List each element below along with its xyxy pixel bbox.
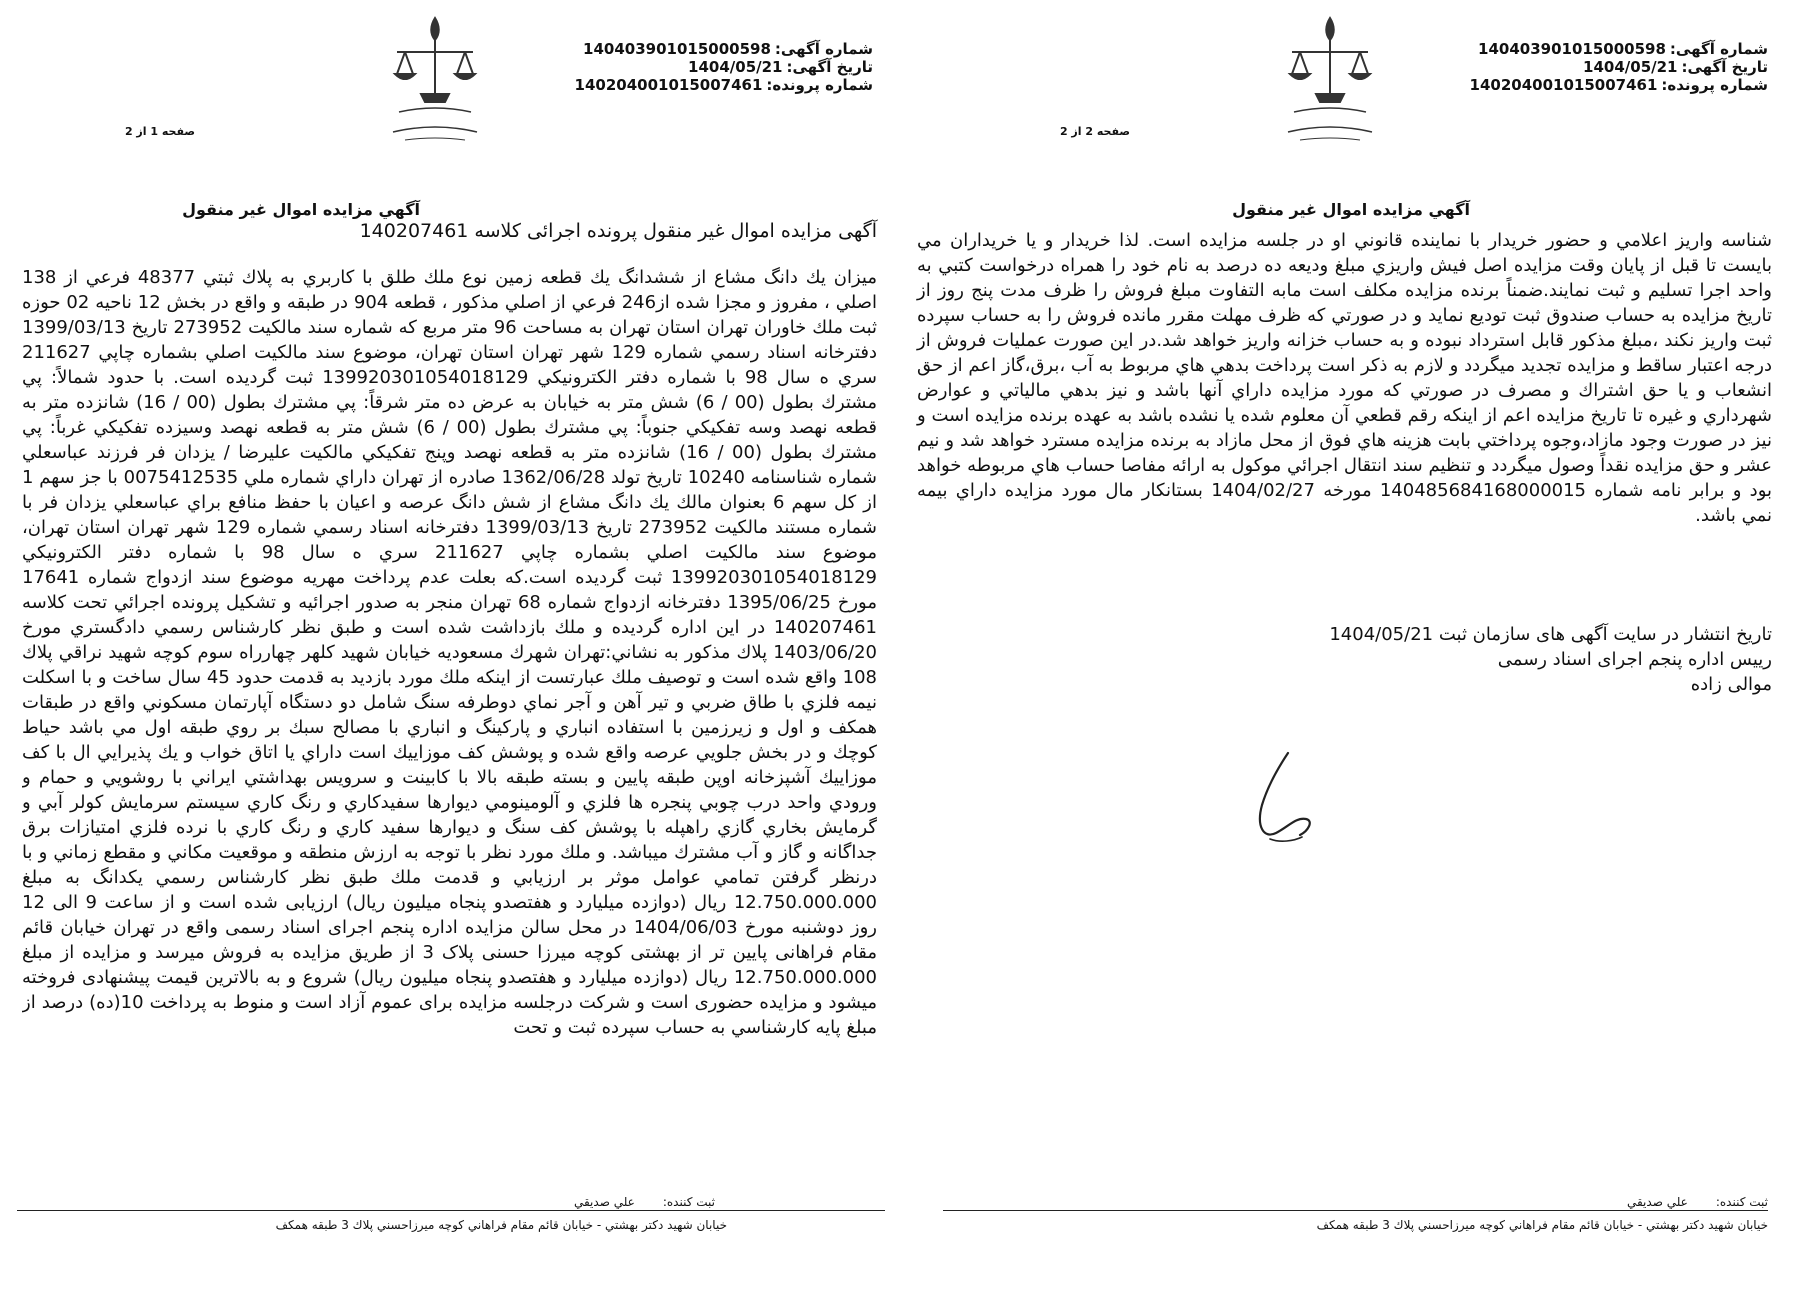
notice-body: شناسه واريز اعلامي و حضور خريدار با نماينده قانوني او در جلسه مزايده است. لذا خريدار و يا خريداران مي بايست تا قبل از پايان وقت مزايده اصل فيش واريزي مبلغ وديعه ده درصد به نام خود را همراه درخواست كتبي به واحد اجرا تسليم و ثبت نمايند.ضمناً برنده مزايده مكلف است مابه التفاوت مبلغ فروش را ظرف مدت پنج روز از تاريخ مزايده به حساب صندوق ثبت توديع نمايد و در صورتي كه ظرف مهلت مقرر مانده فروش را به حساب سپرده ثبت واريز نكند ،مبلغ مذكور قابل استرداد نبوده و به حساب خزانه واريز خواهد شد.در اين صورت عمليات فروش از درجه اعتبار ساقط و مزايده تجديد ميگردد و لازم به ذكر است پرداخت بدهي هاي مربوط به آب ،برق،گاز اعم از حق انشعاب و يا حق اشتراك و مصرف در صورتي كه مورد مزايده داراي آنها باشد و نيز بدهي مالياتي و عوارض شهرداري و غيره تا تاريخ مزايده اعم از اينكه رقم قطعي آن معلوم شده يا نشده باشد به عهده برنده مزايده است و نيز در صورت وجود مازاد،وجوه پرداختي بابت هزينه هاي فوق از محل مازاد به برنده مزايده مسترد خواهد شد و نيم عشر و حق مزايده نقداً وصول ميگردد و تنظيم سند انتقال اجرائي موكول به ارائه مفاصا حساب هاي مربوطه خواهد بود و برابر نامه شماره 140485684168000015 مورخه 1404/02/27 بستانكار مال مورد مزايده داراي بيمه نمي باشد. xyxy=(917,230,1773,526)
page-number: صفحه 1 از 2 xyxy=(124,125,195,138)
notice-title: آگهي مزايده اموال غير منقول xyxy=(1232,200,1470,219)
case-number: 140204001015007461 xyxy=(1469,76,1658,94)
registrar-name: علي صديقي xyxy=(573,1195,635,1209)
registrar-label: ثبت كننده: xyxy=(1715,1195,1768,1209)
notice-number-label: شماره آگهی: xyxy=(1669,40,1768,58)
page-2 xyxy=(905,0,1780,1301)
notice-meta xyxy=(575,40,873,94)
footer-divider xyxy=(943,1210,1768,1211)
case-number: 140204001015007461 xyxy=(574,76,763,94)
page-1 xyxy=(10,0,885,1301)
judiciary-emblem-icon xyxy=(1270,12,1390,152)
notice-body: ميزان يك دانگ مشاع از ششدانگ يك قطعه زمين نوع ملك طلق با كاربري به پلاك ثبتي 48377 فرعي از 138 اصلي ، مفروز و مجزا شده از246 فرعي از اصلي مذكور ، قطعه 904 در طبقه و واقع در بخش 12 ناحيه 02 حوزه ثبت ملك خاوران تهران استان تهران به مساحت 96 متر مربع كه شماره سند مالكيت 273952 تاريخ 1399/03/13 دفترخانه اسناد رسمي شماره 129 شهر تهران استان تهران، موضوع سند مالكيت اصلي بشماره چاپي 211627 سري ه سال 98 با شماره دفتر الكترونيكي 139920301054018129 ثبت گرديده است. با حدود شمالاً: پي مشترك بطول (00 / 6) شش متر به خيابان به عرض ده متر شرقاً: پي مشترك بطول (00 / 16) شانزده متر به قطعه نهصد وسه تفكيكي جنوباً: پي مشترك بطول (00 / 6) شش متر به قطعه نهصد وسيزده تفكيكي غرباً: پي مشترك بطول (00 / 16) شانزده متر به قطعه نهصد وپنج تفكيكي مالكيت عليرضا / يزدان فر فرزند عباسعلي شماره شناسنامه 10240 تاريخ تولد 1362/06/28 صادره از تهران داراي شماره ملي 0075412535 با جز سهم 1 از كل سهم 6 بعنوان مالك يك دانگ مشاع از شش دانگ عرصه و اعيان با حفظ منافع براي عباسعلي يزدان فر با شماره مستند مالكيت 273952 تاريخ 1399/03/13 دفترخانه اسناد رسمي شماره 129 شهر تهران استان تهران، موضوع سند مالكيت اصلي بشماره چاپي 211627 سري ه سال 98 با شماره دفتر الكترونيكي 139920301054018129 ثبت گرديده است.كه بعلت عدم پرداخت مهريه موضوع سند ازدواج شماره 17641 مورخ 1395/06/25 دفترخانه ازدواج شماره 68 تهران منجر به صدور اجرائيه و تشكيل پرونده اجرائي تحت كلاسه 140207461 در اين اداره گرديده و ملك بازداشت شده است و طبق نظر كارشناس رسمي دادگستري مورخ 1403/06/20 پلاك مذكور به نشاني:تهران شهرك مسعوديه خيابان شهيد كلهر چهارراه سوم كوچه شهيد نراقي پلاك 108 واقع شده است و توصيف ملك عبارتست از اينكه ملك مورد بازديد به قدمت حدود 45 سال ساخت و با اسكلت نيمه فلزي با طاق ضربي و تير آهن و آجر نماي دوطرفه سنگ شامل دو دستگاه آپارتمان مسكوني واقع در طبقات همكف و اول و زيرزمين با استفاده انباري و پاركينگ و انباري با مصالح سبك بر روي طبقه اول مي باشد حياط كوچك و در بخش جلويي عرصه واقع شده و پوشش كف موزاييك است داراي يا اتاق خواب و يك پذيرايي ال با كف موزاييك آشپزخانه اوپن طبقه پايين و بسته طبقه بالا با كابينت و سرويس بهداشتي ايراني با روشويي و حمام و ورودي واحد درب چوبي پنجره ها فلزي و آلومينومي ديوارها سفيدكاري و رنگ كاري سيستم سرمايش كولر آبي و گرمايش بخاري گازي راهپله با پوشش كف سنگ و ديوارها سفيد كاري و رنگ كاري با نرده فلزي امتيازات برق جداگانه و گاز و آب مشترك ميباشد. و ملك مورد نظر با توجه به ارزش منطقه و موقعيت مكاني و مقطع زماني و با درنظر گرفتن تمامي عوامل موثر بر ارزيابي و قدمت ملك طبق نظر كارشناس رسمي يكدانگ به مبلغ 12.750.000.000 ريال (دوازده ميليارد و هفتصدو پنجاه ميليون ريال) ارزيابی شده است و از ساعت 9 الی 12 روز دوشنبه مورخ 1404/06/03 در محل سالن مزايده اداره پنجم اجرای اسناد رسمی واقع در تهران خيابان قائم مقام فراهانی پايين تر از بهشتی كوچه ميرزا حسنی پلاک 3 از طريق مزايده به فروش ميرسد و مزايده از مبلغ 12.750.000.000 ريال (دوازده ميليارد و هفتصدو پنجاه ميليون ريال) شروع و به بالاترين قيمت پيشنهادی فروخته ميشود و مزايده حضوری است و شركت درجلسه مزايده برای عموم آزاد است و منوط به پرداخت 10(ده) درصد از مبلغ پايه كارشناسي به حساب سپرده ثبت و تحت xyxy=(22,267,877,1038)
notice-number-label: شماره آگهی: xyxy=(774,40,873,58)
case-number-label: شماره پرونده: xyxy=(766,76,873,94)
notice-date-label: تاریخ آگهی: xyxy=(1681,58,1768,76)
registrar-label: ثبت كننده: xyxy=(662,1195,715,1209)
office-address: خيابان شهيد دكتر بهشتي - خيابان قائم مقام فراهاني كوچه ميرزاحسني پلاك 3 طبقه همكف xyxy=(1316,1218,1768,1232)
signer-name: موالی زاده xyxy=(1690,674,1772,695)
footer-divider xyxy=(17,1210,885,1211)
notice-date: 1404/05/21 xyxy=(688,58,783,76)
notice-date: 1404/05/21 xyxy=(1583,58,1678,76)
office-address: خيابان شهيد دكتر بهشتي - خيابان قائم مقام فراهاني كوچه ميرزاحسني پلاك 3 طبقه همكف xyxy=(275,1218,727,1232)
signer-title: رييس اداره پنجم اجرای اسناد رسمی xyxy=(1497,649,1772,670)
publish-date-line: تاريخ انتشار در سايت آگهی های سازمان ثبت 1404/05/21 xyxy=(1329,624,1772,645)
registrar xyxy=(1627,1195,1768,1209)
case-number-label: شماره پرونده: xyxy=(1661,76,1768,94)
notice-subtitle: آگهی مزایده اموال غیر منقول پرونده اجرائی کلاسه 140207461 xyxy=(359,220,877,242)
notice-meta xyxy=(1470,40,1768,94)
notice-title: آگهي مزايده اموال غير منقول xyxy=(182,200,420,219)
notice-date-label: تاریخ آگهی: xyxy=(786,58,873,76)
judiciary-emblem-icon xyxy=(375,12,495,152)
registrar xyxy=(574,1195,715,1209)
publish-info xyxy=(1329,622,1772,697)
notice-number: 140403901015000598 xyxy=(1478,40,1666,58)
registrar-name: علي صديقي xyxy=(1626,1195,1688,1209)
signature-icon xyxy=(1210,735,1340,865)
page-number: صفحه 2 از 2 xyxy=(1059,125,1130,138)
notice-number: 140403901015000598 xyxy=(583,40,771,58)
